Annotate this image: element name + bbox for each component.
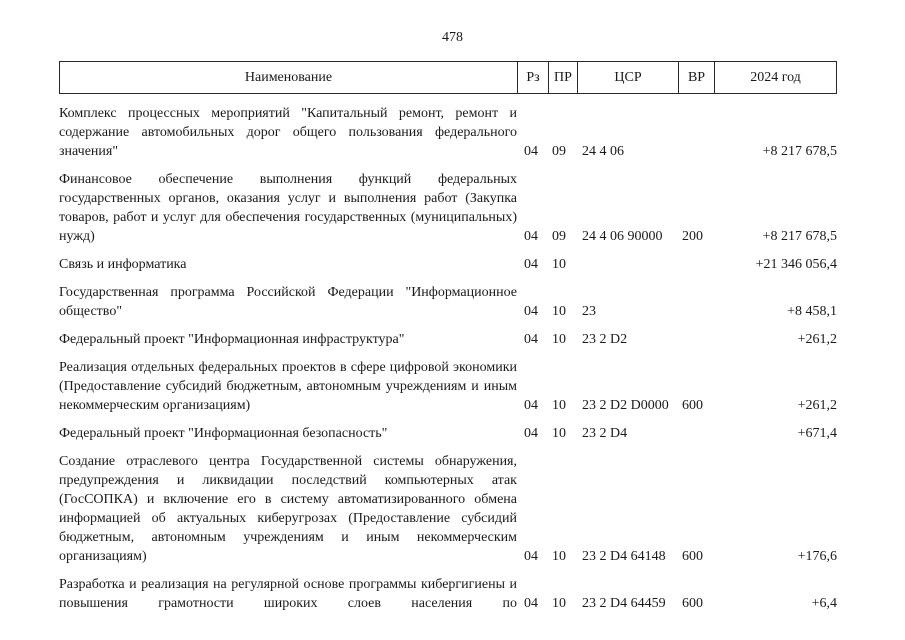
row-pr: 10 [552,549,566,564]
table-row [59,452,837,566]
row-name: Реализация отдельных федеральных проектов в сфере цифровой экономики (Предоставление субсидий бюджетным, автономным учреждениям и иным некоммерческим организациям) [59,360,517,413]
row-name: Создание отраслевого центра Государственной системы обнаружения, предупреждения и ликвидации последствий компьютерных атак (ГосСОПКА) и включение его в систему автоматизированного обмена информацией об актуальных киберугрозах (Предоставление субсидий бюджетным, автономным учреждениям и иным некоммерческим организациям) [59,454,517,564]
row-pr: 10 [552,304,566,319]
header-name: Наименование [60,62,518,93]
row-amount: +261,2 [797,332,837,347]
page-number: 478 [442,30,463,45]
row-name: Федеральный проект "Информационная безопасность" [59,426,388,441]
header-vr: ВР [679,62,715,93]
row-csr: 24 4 06 [582,144,624,159]
row-amount: +8 217 678,5 [762,229,837,244]
row-amount: +671,4 [797,426,837,441]
row-pr: 09 [552,229,566,244]
row-rz: 04 [524,144,538,159]
row-name: Финансовое обеспечение выполнения функций федеральных государственных органов, оказания услуг и выполнения работ (Закупка товаров, работ и услуг для обеспечения государственных (муниципальных) нужд) [59,172,517,244]
table-row [59,330,837,349]
row-rz: 04 [524,257,538,272]
table-row [59,358,837,415]
header-year: 2024 год [750,69,801,85]
table-row [59,283,837,321]
row-name: Федеральный проект "Информационная инфраструктура" [59,332,405,347]
row-amount: +8 458,1 [787,304,837,319]
row-rz: 04 [524,332,538,347]
table-row [59,575,837,613]
row-csr: 24 4 06 90000 [582,229,663,244]
row-amount: +261,2 [797,398,837,413]
row-name: Государственная программа Российской Федерации "Информационное общество" [59,285,517,319]
row-vr: 600 [682,549,703,564]
row-vr: 200 [682,229,703,244]
table-header [59,61,837,94]
table-row [59,170,837,246]
row-csr: 23 2 D4 64459 [582,596,666,611]
row-csr: 23 2 D2 [582,332,628,347]
row-vr: 600 [682,398,703,413]
row-name: Связь и информатика [59,257,187,272]
row-csr: 23 2 D2 D0000 [582,398,669,413]
row-amount: +176,6 [797,549,837,564]
row-vr: 600 [682,596,703,611]
row-amount: +8 217 678,5 [762,144,837,159]
row-pr: 10 [552,596,566,611]
header-rz: Рз [518,62,549,93]
table-row [59,424,837,443]
header-csr: ЦСР [578,62,679,93]
row-amount: +21 346 056,4 [755,257,837,272]
table-row [59,255,837,274]
row-name: Комплекс процессных мероприятий "Капитальный ремонт, ремонт и содержание автомобильных дорог общего пользования федерального значения" [59,106,517,159]
row-rz: 04 [524,398,538,413]
row-rz: 04 [524,426,538,441]
row-amount: +6,4 [811,596,837,611]
row-rz: 04 [524,229,538,244]
table-body [59,104,837,622]
row-pr: 10 [552,332,566,347]
row-name: Разработка и реализация на регулярной основе программы кибергигиены и повышения грамотности широких слоев населения по [59,577,517,611]
header-pr: ПР [549,62,578,93]
row-pr: 10 [552,426,566,441]
row-rz: 04 [524,596,538,611]
row-rz: 04 [524,304,538,319]
row-csr: 23 2 D4 [582,426,628,441]
row-csr: 23 2 D4 64148 [582,549,666,564]
row-rz: 04 [524,549,538,564]
row-pr: 10 [552,398,566,413]
row-pr: 09 [552,144,566,159]
table-row [59,104,837,161]
row-pr: 10 [552,257,566,272]
row-csr: 23 [582,304,596,319]
